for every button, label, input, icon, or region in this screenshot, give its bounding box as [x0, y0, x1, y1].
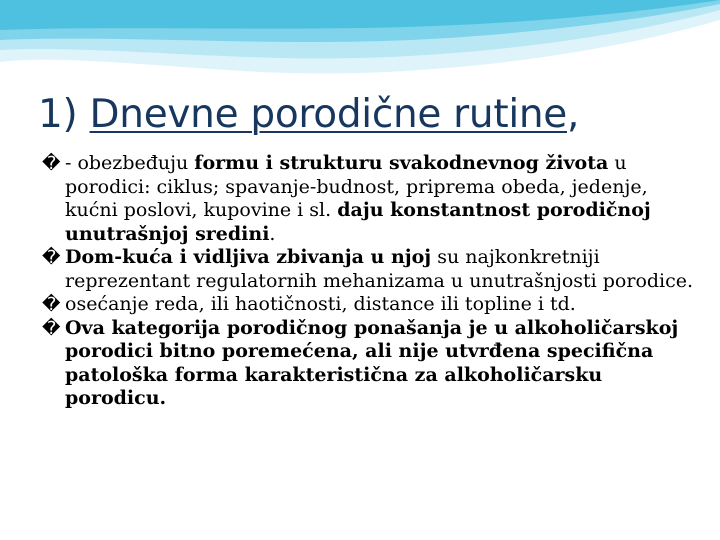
text-run: osećanje reda, ili haotičnosti, distance ili topline i td.: [65, 293, 576, 315]
bullet-item-2: [42, 246, 702, 293]
bold-run: Ova kategorija porodičnog ponašanja je u alkoholičarskoj porodici bitno poremećena, ali nije utvrđena specifična patološka forma karakteristična za alkoholičarsku porodicu.: [65, 316, 679, 409]
text-run: .: [269, 222, 276, 245]
slide-body: [42, 152, 702, 411]
title-link[interactable]: Dnevne porodične rutine: [89, 92, 567, 137]
bold-run: Dom-kuća i vidljiva zbivanja u njoj: [65, 246, 432, 268]
title-number: 1): [38, 92, 78, 137]
title-comma: ,: [566, 92, 580, 137]
bullet-icon: �: [42, 153, 61, 174]
header-wave-decoration: [0, 0, 720, 90]
text-run: su najkonkretniji reprezentant regulatornih mehanizama u unutrašnjosti porodice.: [65, 246, 694, 292]
text-run: u porodici: ciklus; spavanje-budnost, priprema obeda, jedenje, kućni poslovi, kupovine i sl.: [65, 152, 648, 221]
bullet-item-4: [42, 317, 702, 411]
slide-title: [38, 92, 579, 137]
bold-run: formu i strukturu svakodnevnog života: [194, 152, 609, 174]
bullet-item-1: [42, 152, 702, 246]
bullet-icon: �: [42, 317, 61, 339]
bold-run: daju konstantnost porodičnoj unutrašnjoj sredini: [65, 199, 651, 245]
bullet-icon: �: [42, 247, 61, 268]
bullet-icon: �: [42, 294, 61, 315]
bullet-item-3: [42, 293, 702, 317]
text-run: - obezbeđuju: [65, 152, 195, 174]
